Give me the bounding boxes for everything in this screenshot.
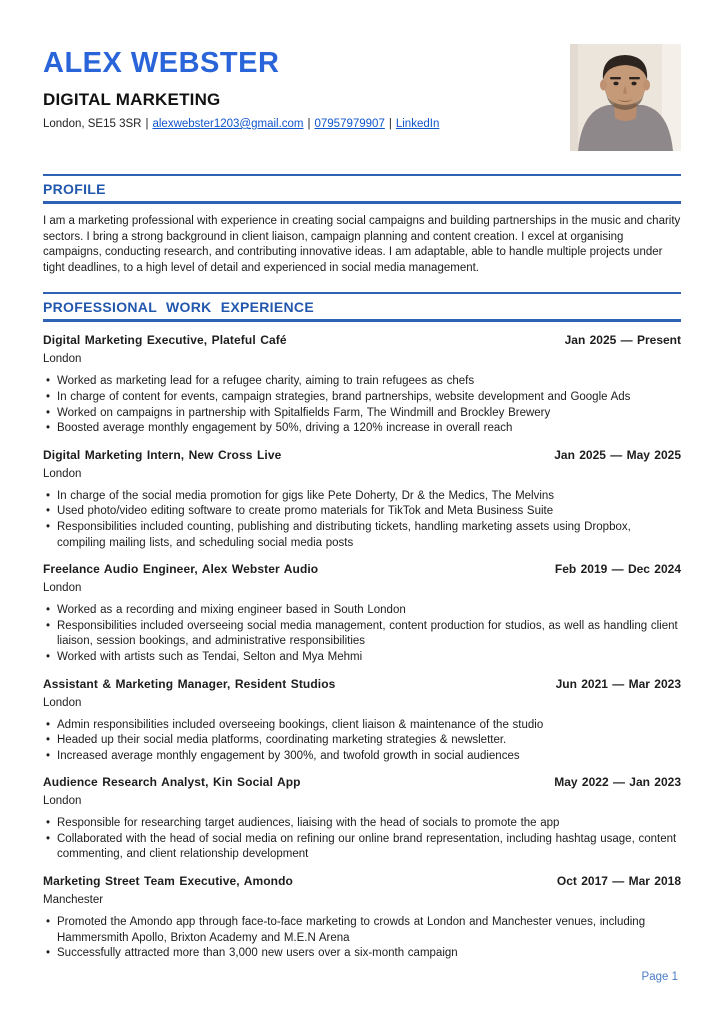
job-title: Audience Research Analyst, Kin Social App [43,775,301,790]
job-header [43,775,681,789]
job-bullet: • Worked with artists such as Tendai, Selton and Mya Mehmi [43,650,681,666]
contact-location: London, SE15 3SR [43,117,142,130]
job-bullet: • Headed up their social media platforms, coordinating marketing strategies & newsletter. [43,733,681,749]
job-bullets [43,603,681,665]
job-dates: Oct 2017 — Mar 2018 [556,874,681,889]
job-dates: Jun 2021 — Mar 2023 [555,676,681,691]
job-header [43,874,681,888]
resume-header [43,48,681,158]
job-bullet: • Collaborated with the head of social media on refining our online brand representation, including hashtag usage, content commenting, and client relationship development [43,832,681,863]
phone-link[interactable]: 07957979907 [314,117,385,130]
job-bullets [43,915,681,962]
job-header [43,562,681,576]
job-title: Freelance Audio Engineer, Alex Webster Audio [43,562,319,577]
job-dates: Jan 2025 — May 2025 [554,447,681,462]
job-entry [43,677,681,765]
email-link[interactable]: alexwebster1203@gmail.com [152,117,304,130]
candidate-role: DIGITAL MARKETING [43,89,221,109]
job-bullets [43,374,681,436]
job-location: London [43,696,82,709]
job-entry [43,562,681,665]
job-title: Marketing Street Team Executive, Amondo [43,874,293,889]
job-bullet: • Promoted the Amondo app through face-to-face marketing to crowds at London and Manchester venues, including Hammersmith Apollo, Brixton Academy and M.E.N Arena [43,915,681,946]
job-bullets [43,718,681,765]
job-bullet: • In charge of the social media promotion for gigs like Pete Doherty, Dr & the Medics, The Melvins [43,489,681,505]
job-header [43,448,681,462]
candidate-name: ALEX WEBSTER [43,47,280,79]
job-title: Assistant & Marketing Manager, Resident Studios [43,676,336,691]
job-bullet: • Increased average monthly engagement by 300%, and twofold growth in social audiences [43,749,681,765]
job-header [43,333,681,347]
section-profile [43,174,681,276]
profile-heading-rule [43,174,681,204]
page-number: Page 1 [641,971,678,983]
contact-separator: | [388,117,392,130]
job-bullet: • Responsible for researching target audiences, liaising with the head of socials to promote the app [43,816,681,832]
job-entry [43,874,681,962]
contact-separator: | [145,117,149,130]
job-entry [43,448,681,551]
job-dates: Feb 2019 — Dec 2024 [554,562,681,577]
job-bullet: • Responsibilities included overseeing social media management, content production for studios, as well as handling client liaison, session bookings, and administrative responsibilities [43,619,681,650]
job-entry [43,775,681,863]
jobs-list [43,333,681,961]
job-bullets [43,816,681,863]
job-bullet: • Responsibilities included counting, publishing and distributing tickets, handling marketing assets using Dropbox, compiling mailing lists, and scheduling social media posts [43,520,681,551]
job-dates: Jan 2025 — Present [564,333,681,348]
profile-photo [570,44,681,151]
job-bullet: • Admin responsibilities included overseeing bookings, client liaison & maintenance of the studio [43,718,681,734]
job-location: London [43,582,82,595]
job-location: London [43,795,82,808]
job-location: London [43,353,82,366]
job-bullets [43,489,681,551]
experience-heading: PROFESSIONAL WORK EXPERIENCE [43,299,314,316]
job-bullet: • Successfully attracted more than 3,000 new users over a six-month campaign [43,946,681,962]
job-bullet: • In charge of content for events, campaign strategies, brand partnerships, website development and Google Ads [43,390,681,406]
profile-summary: I am a marketing professional with experience in creating social campaigns and building partnerships in the music and charity sectors. I bring a strong background in client liaison, campaign planning and content creation. I excel at organising campaigns, conducting research, and contributing innovative ideas. I am adaptable, able to handle multiple projects under tight deadlines, to a high level of detail and experienced in social media management. [43,215,681,274]
job-location: London [43,467,82,480]
contact-separator: | [307,117,311,130]
job-dates: May 2022 — Jan 2023 [554,775,681,790]
experience-heading-rule [43,292,681,322]
job-bullet: • Used photo/video editing software to create promo materials for TikTok and Meta Business Suite [43,504,681,520]
job-header [43,677,681,691]
job-bullet: • Worked as a recording and mixing engineer based in South London [43,603,681,619]
job-bullet: • Worked as marketing lead for a refugee charity, aiming to train refugees as chefs [43,374,681,390]
job-title: Digital Marketing Executive, Plateful Café [43,333,287,348]
job-entry [43,333,681,436]
job-location: Manchester [43,894,104,907]
job-title: Digital Marketing Intern, New Cross Live [43,447,282,462]
profile-heading: PROFILE [43,181,106,197]
linkedin-link[interactable]: LinkedIn [395,117,440,130]
job-bullet: • Boosted average monthly engagement by 50%, driving a 120% increase in overall reach [43,421,681,437]
section-experience [43,292,681,961]
job-bullet: • Worked on campaigns in partnership with Spitalfields Farm, The Windmill and Brockley Brewery [43,406,681,422]
